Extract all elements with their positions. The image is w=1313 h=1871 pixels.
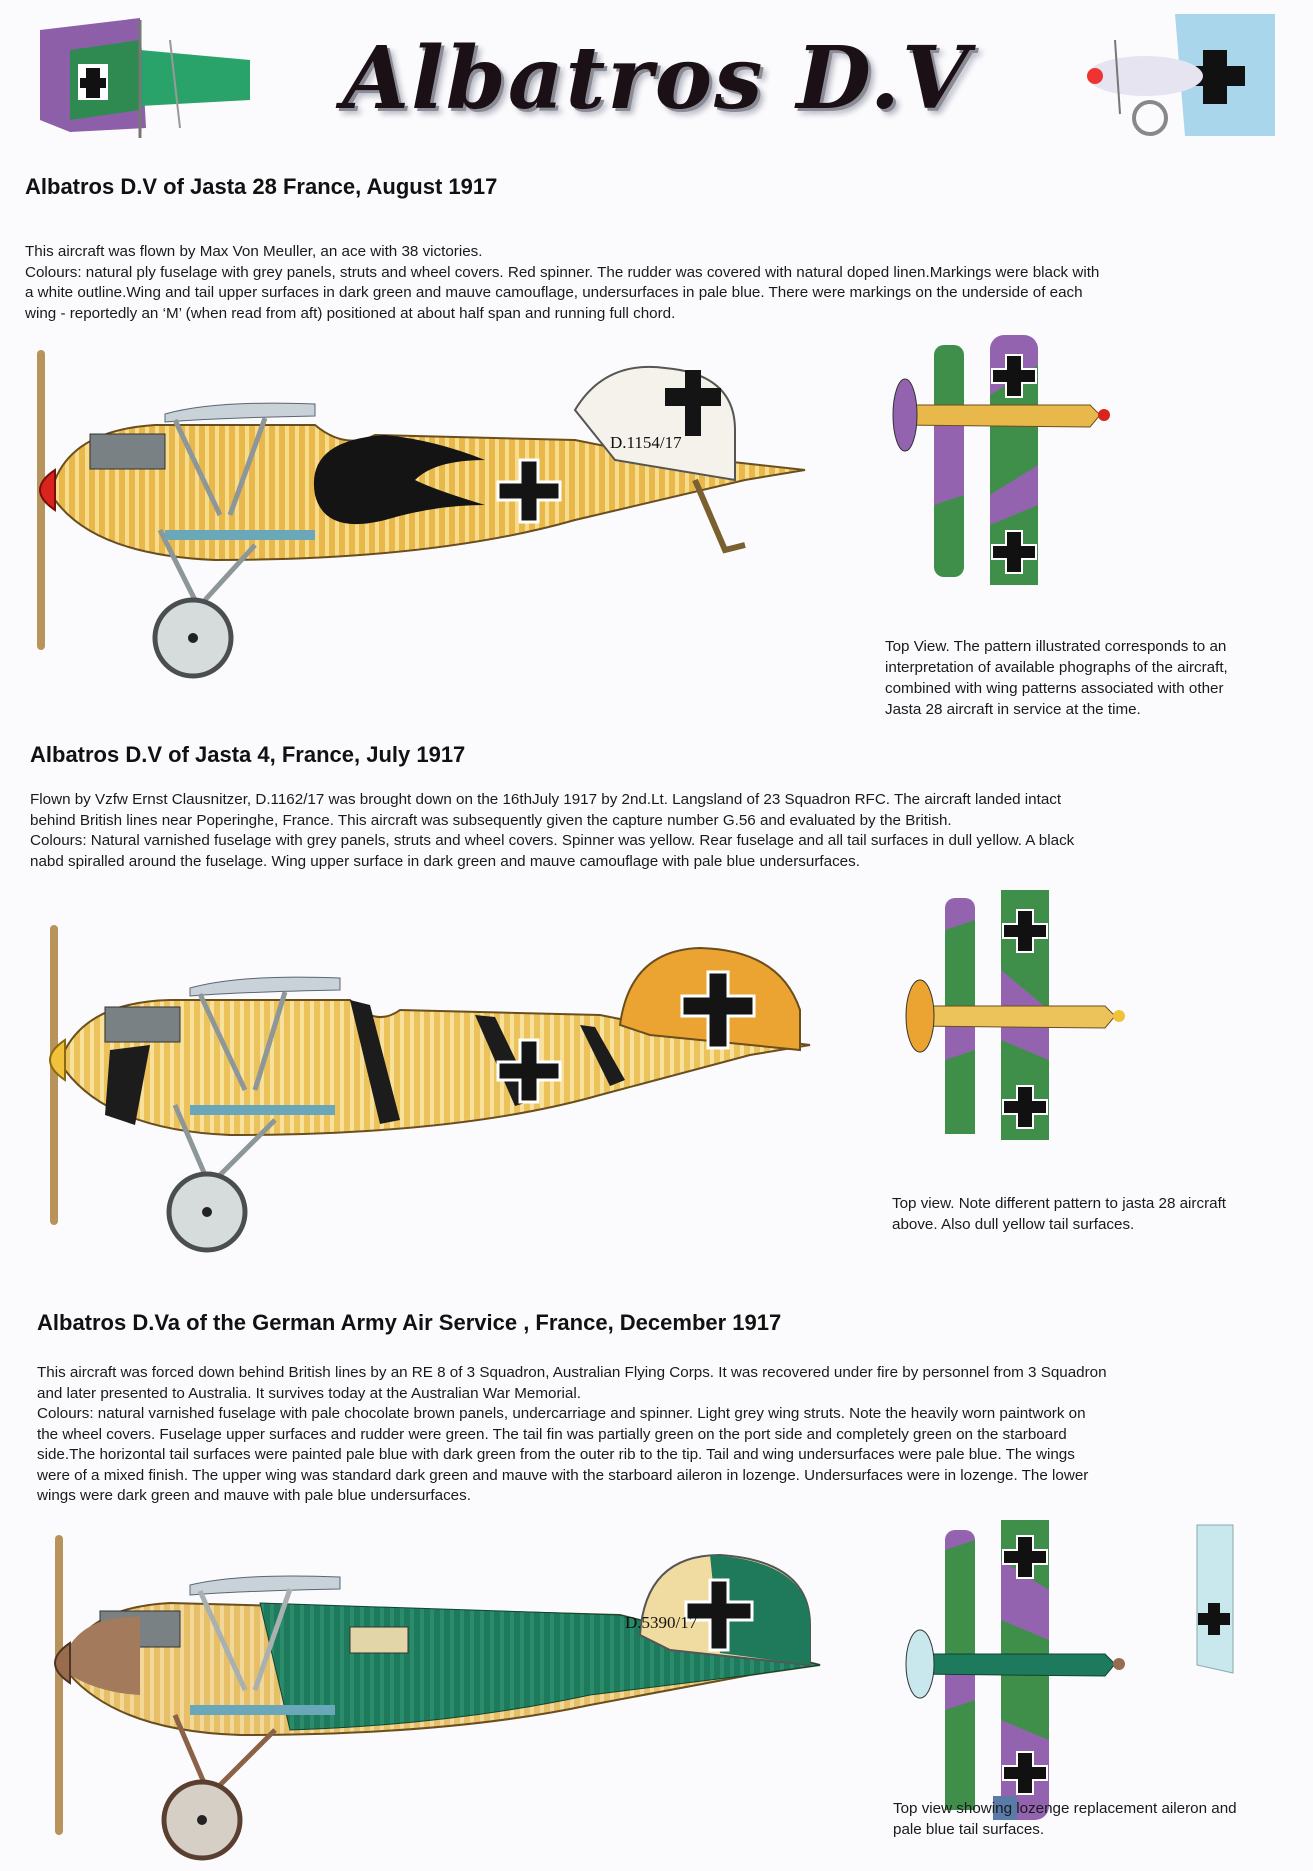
caption-line: Top view showing lozenge replacement aileron and xyxy=(893,1800,1237,1817)
top-view-caption-1 xyxy=(885,636,1305,720)
caption-line: above. Also dull yellow tail surfaces. xyxy=(892,1216,1135,1233)
section-3-paragraph: Colours: natural varnished fuselage with pale chocolate brown panels, undercarriage and spinner. Light grey wing struts. Note the heavily worn paintwork on xyxy=(37,1405,1086,1422)
section-3-title: Albatros D.Va of the German Army Air Service , France, December 1917 xyxy=(37,1310,782,1335)
section-3-paragraph: This aircraft was forced down behind British lines by an RE 8 of 3 Squadron, Australian Flying Corps. It was recovered under fire by personnel from 3 Squadron xyxy=(37,1364,1107,1381)
section-1-paragraph: wing - reportedly an ‘M’ (when read from aft) positioned at about half span and running full chord. xyxy=(25,304,676,322)
section-2-title: Albatros D.V of Jasta 4, France, July 1917 xyxy=(30,742,466,767)
section-3-description xyxy=(37,1363,1297,1507)
top-view-caption-3 xyxy=(893,1798,1313,1840)
serial-marking: D.5390/17 xyxy=(625,1613,698,1632)
caption-line: Jasta 28 aircraft in service at the time. xyxy=(885,701,1141,718)
aircraft-top-view-2 xyxy=(905,890,1145,1140)
caption-line: Top View. The pattern illustrated corresponds to an xyxy=(885,638,1227,655)
section-1-paragraph: This aircraft was flown by Max Von Meuller, an ace with 38 victories. xyxy=(25,243,483,260)
section-3-paragraph: were of a mixed finish. The upper wing was standard dark green and mauve with the starboard aileron in lozenge. Undersurfaces were in lozenge. The lower xyxy=(37,1466,1089,1484)
section-2-paragraph: nabd spiralled around the fuselage. Wing upper surface in dark green and mauve camouflage with pale blue undersurfaces. xyxy=(30,852,860,870)
page-title: Albatros D.V xyxy=(342,28,971,129)
section-1-description xyxy=(25,242,1285,324)
aileron-detail xyxy=(1195,1525,1235,1675)
section-3-paragraph: wings were dark green and mauve with pale blue undersurfaces. xyxy=(37,1487,471,1504)
aircraft-top-view-3 xyxy=(905,1520,1145,1820)
section-3-paragraph: side.The horizontal tail surfaces were painted pale blue with dark green from the outer rib to the tip. Tail and wing undersurfaces were pale blue. The wings xyxy=(37,1446,1075,1463)
aircraft-top-view-1 xyxy=(890,335,1130,585)
caption-line: combined with wing patterns associated with other xyxy=(885,680,1224,697)
serial-marking: D.1154/17 xyxy=(610,433,682,452)
section-2-paragraph: Colours: Natural varnished fuselage with grey panels, struts and wheel covers. Spinner was yellow. Rear fuselage and all tail surfaces in dull yellow. A black xyxy=(30,832,1075,849)
section-1-paragraph: a white outline.Wing and tail upper surfaces in dark green and mauve camouflage, undersurfaces in pale blue. There were markings on the underside of each xyxy=(25,284,1083,301)
caption-line: Top view. Note different pattern to jasta 28 aircraft xyxy=(892,1195,1227,1212)
caption-line: pale blue tail surfaces. xyxy=(893,1821,1045,1838)
top-view-caption-2 xyxy=(892,1193,1312,1235)
section-3-paragraph: and later presented to Australia. It survives today at the Australian War Memorial. xyxy=(37,1384,581,1402)
section-3-paragraph: the wheel covers. Fuselage upper surfaces and rudder were green. The tail fin was partially green on the port side and completely green on the starboard xyxy=(37,1425,1067,1443)
header-thumbnail-left xyxy=(30,10,250,140)
section-2-paragraph: behind British lines near Poperinghe, France. This aircraft was subsequently given the capture number G.56 and evaluated by the British. xyxy=(30,811,952,829)
aircraft-profile-1 xyxy=(15,330,855,690)
section-2-paragraph: Flown by Vzfw Ernst Clausnitzer, D.1162/17 was brought down on the 16thJuly 1917 by 2nd.Lt. Langsland of 23 Squadron RFC. The aircraft landed intact xyxy=(30,791,1062,808)
aircraft-profile-3 xyxy=(30,1525,870,1865)
header-thumbnail-right xyxy=(1085,10,1275,140)
section-1-title: Albatros D.V of Jasta 28 France, August 1917 xyxy=(25,174,498,199)
caption-line: interpretation of available phographs of the aircraft, xyxy=(885,659,1228,676)
section-2-description xyxy=(30,790,1290,872)
section-1-paragraph: Colours: natural ply fuselage with grey panels, struts and wheel covers. Red spinner. The rudder was covered with natural doped linen.Markings were black with xyxy=(25,263,1100,281)
aircraft-profile-2 xyxy=(20,910,860,1270)
